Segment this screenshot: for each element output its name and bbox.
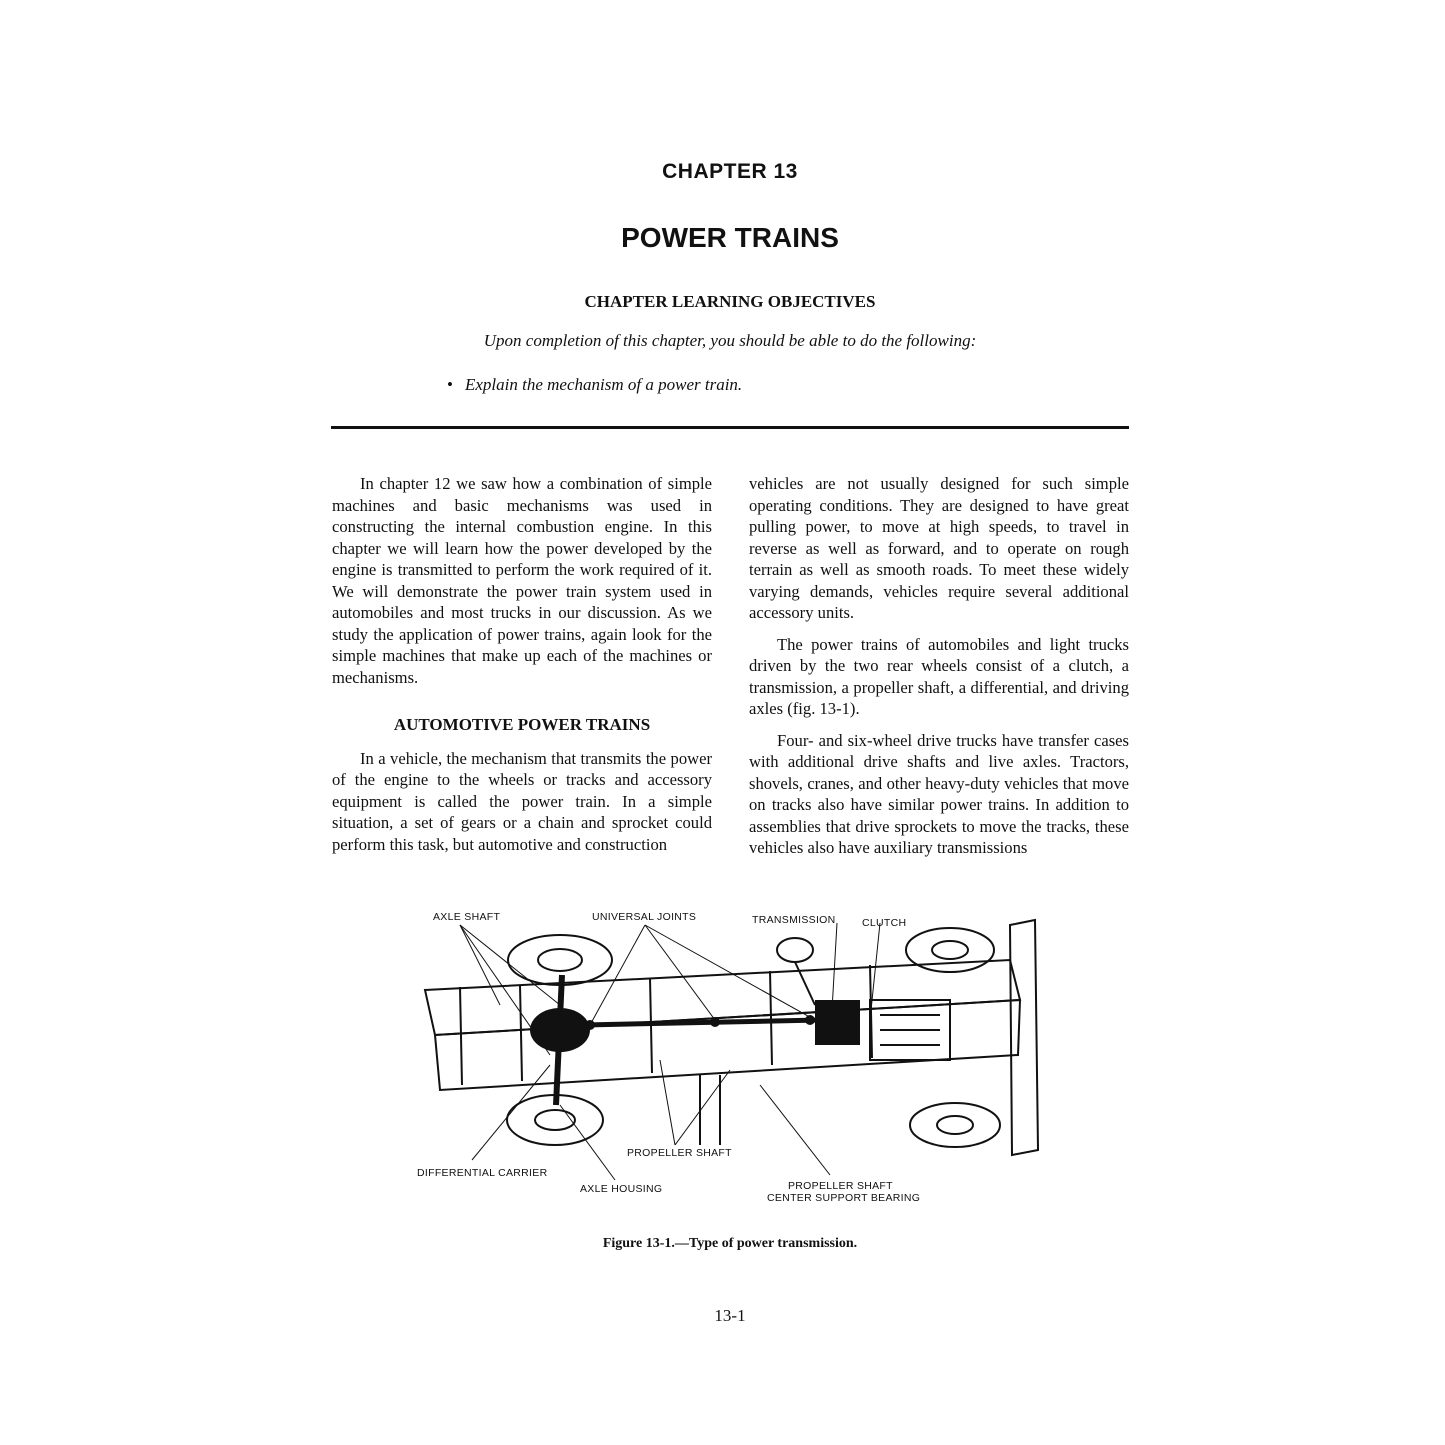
objective-text: Explain the mechanism of a power train. [465, 375, 743, 394]
label-center-support-line1: PROPELLER SHAFT [788, 1180, 893, 1192]
figure-caption: Figure 13-1.—Type of power transmission. [602, 1236, 858, 1251]
paragraph: In a vehicle, the mechanism that transmits the power of the engine to the wheels or tracks and accessory equipment is called the power train. In a simple situation, a set of gears or a chain and sprocket could perform this task, but automotive and construction [332, 748, 712, 854]
objective-item [447, 375, 742, 395]
power-train-figure [400, 905, 1050, 1215]
label-center-support-line2: CENTER SUPPORT BEARING [767, 1192, 921, 1204]
paragraph: Four- and six-wheel drive trucks have transfer cases with additional drive shafts and live axles. Tractors, shovels, cranes, and other heavy-duty vehicles that move on tracks also have similar power trains. In addition to assemblies that drive sprockets to move the tracks, these vehicles also have auxiliary transmissions [749, 730, 1129, 857]
right-column [749, 473, 1129, 869]
paragraph: vehicles are not usually designed for such simple operating conditions. They are designed to have great pulling power, to move at high speeds, to travel in reverse as well as forward, and to operate on rough terrain as well as smooth roads. To meet these widely varying demands, vehicles require several additional accessory units. [749, 474, 1129, 622]
front-left-wheel [906, 928, 994, 972]
transmission [815, 1000, 860, 1045]
page-number: 13-1 [714, 1306, 746, 1325]
left-column [332, 473, 712, 865]
label-differential-carrier: DIFFERENTIAL CARRIER [417, 1167, 548, 1179]
universal-joint [585, 1020, 595, 1030]
objectives-intro: Upon completion of this chapter, you should be able to do the following: [483, 331, 977, 350]
front-right-wheel [910, 1103, 1000, 1147]
label-axle-shaft: AXLE SHAFT [433, 911, 501, 923]
section-divider [331, 426, 1129, 429]
label-axle-housing: AXLE HOUSING [580, 1183, 663, 1195]
paragraph: In chapter 12 we saw how a combination of simple machines and basic mechanisms was used in constructing the internal combustion engine. In this chapter we will learn how the power developed by the engine is transmitted to perform the work required of it. We will demonstrate the power train system used in automobiles and most trucks in our discussion. As we study the application of power trains, again look for the simple machines that make up each of the machines or mechanisms. [332, 474, 712, 687]
label-universal-joints: UNIVERSAL JOINTS [592, 911, 697, 923]
differential-carrier [530, 1008, 590, 1052]
steering-wheel [777, 938, 813, 962]
propeller-shaft [585, 1020, 820, 1025]
bullet-icon: • [447, 375, 453, 394]
chapter-title: POWER TRAINS [621, 222, 839, 253]
paragraph: The power trains of automobiles and light trucks driven by the two rear wheels consist of a clutch, a transmission, a propeller shaft, a differential, and driving axles (fig. 13-1). [749, 634, 1129, 718]
section-heading: AUTOMOTIVE POWER TRAINS [393, 715, 651, 734]
label-propeller-shaft: PROPELLER SHAFT [627, 1147, 732, 1159]
universal-joint [805, 1015, 815, 1025]
objectives-heading: CHAPTER LEARNING OBJECTIVES [584, 292, 876, 311]
label-transmission: TRANSMISSION [752, 914, 836, 926]
universal-joint [710, 1017, 720, 1027]
chapter-number: CHAPTER 13 [662, 160, 798, 183]
label-clutch: CLUTCH [862, 917, 907, 929]
